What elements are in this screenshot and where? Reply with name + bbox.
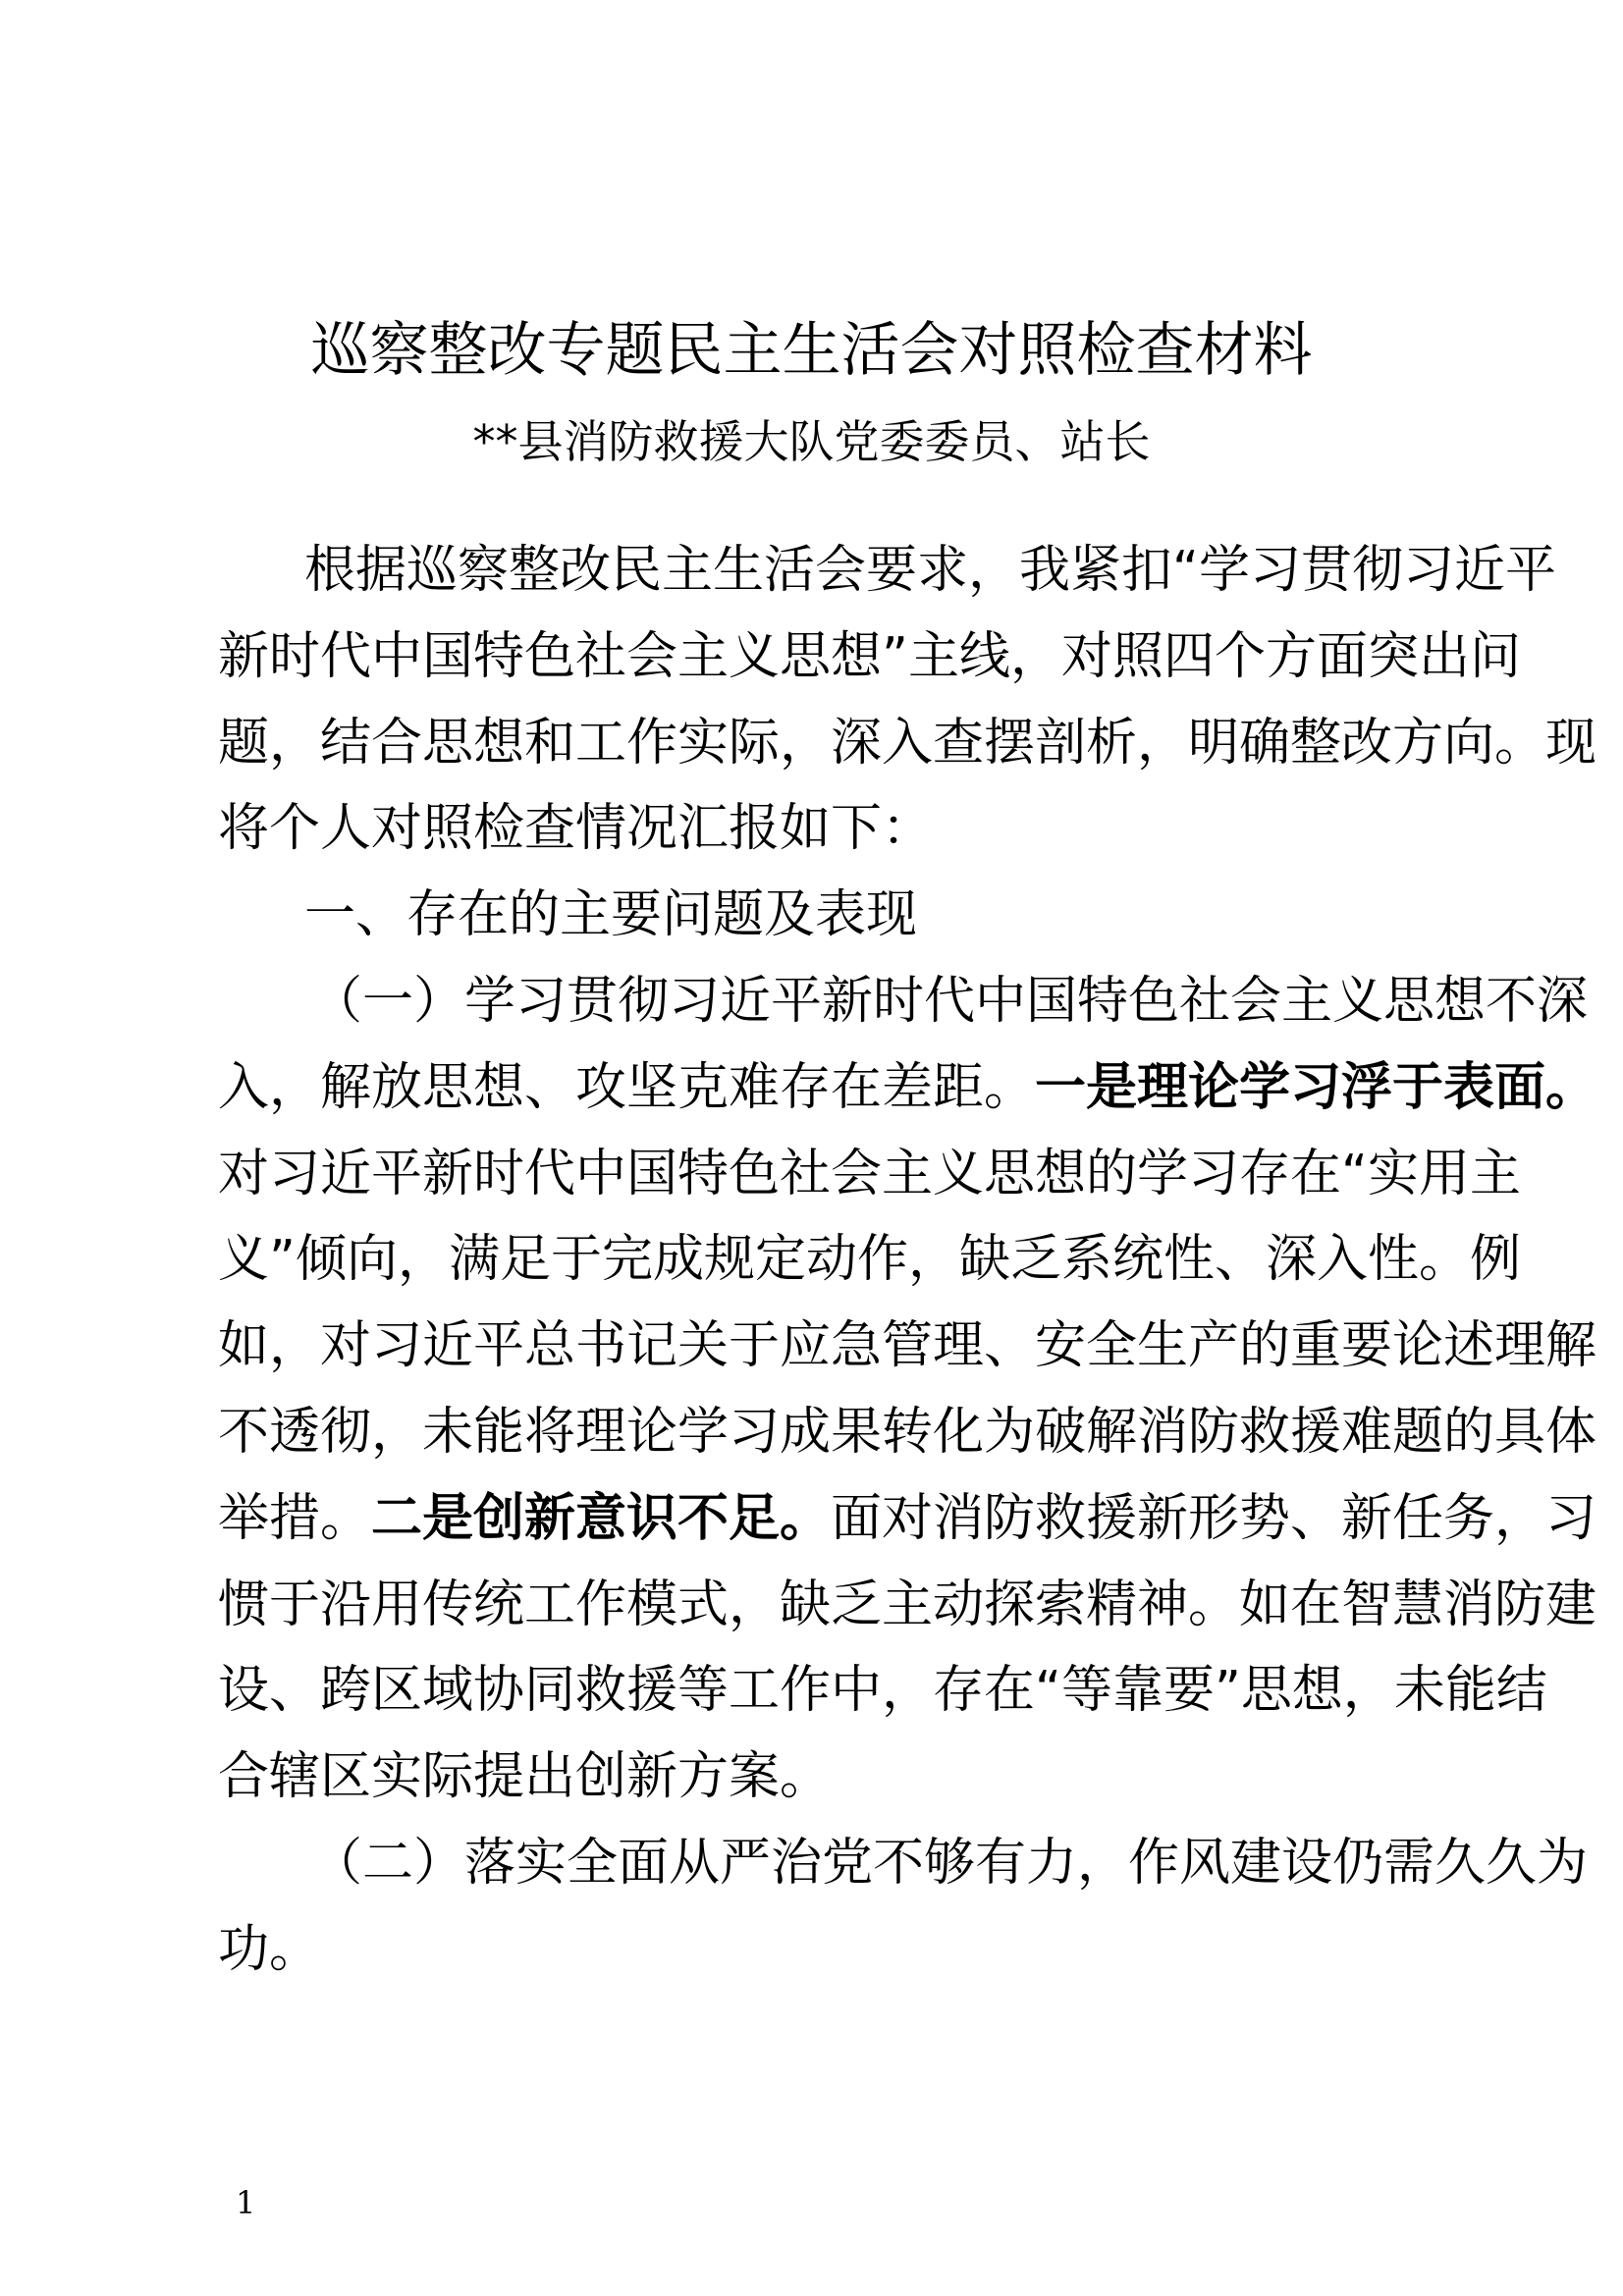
text-line bbox=[218, 614, 1521, 701]
text-line bbox=[218, 1648, 1547, 1735]
text-line bbox=[218, 1045, 1597, 1132]
text-line bbox=[218, 873, 1404, 959]
text-segment: （一）学习贯彻习近平新时代中国特色社会主义思想不深 bbox=[311, 971, 1589, 1031]
text-line bbox=[218, 1735, 1404, 1821]
text-segment: 惯于沿用传统工作模式，缺乏主动探索精神。如在智慧消防建 bbox=[218, 1575, 1597, 1634]
document-subtitle: **县消防救援大队党委委员、站长 bbox=[472, 415, 1151, 468]
text-segment: 一、存在的主要问题及表现 bbox=[304, 885, 918, 945]
bold-text-segment: 一是理论学习浮于表面。 bbox=[1035, 1057, 1597, 1117]
document-body bbox=[218, 528, 1597, 1994]
text-line bbox=[218, 1563, 1597, 1649]
text-segment: 义”倾向，满足于完成规定动作，缺乏系统性、深入性。例 bbox=[218, 1230, 1521, 1290]
text-line bbox=[218, 1390, 1597, 1476]
text-segment: 根据巡察整改民主生活会要求，我紧扣“学习贯彻习近平 bbox=[304, 541, 1556, 600]
text-segment: 面对消防救援新形势、新任务，习 bbox=[831, 1488, 1597, 1548]
text-line bbox=[218, 1907, 1404, 1994]
bold-text-segment: 二是创新意识不足。 bbox=[371, 1488, 832, 1548]
text-line bbox=[218, 701, 1597, 787]
document-title: 巡察整改专题民主生活会对照检查材料 bbox=[310, 316, 1313, 385]
text-line bbox=[218, 1821, 1589, 1907]
text-segment: 入，解放思想、攻坚克难存在差距。 bbox=[218, 1057, 1036, 1117]
text-line bbox=[218, 786, 1404, 873]
text-line bbox=[218, 1304, 1597, 1390]
text-segment: 不透彻，未能将理论学习成果转化为破解消防救援难题的具体 bbox=[218, 1402, 1597, 1462]
text-segment: 对习近平新时代中国特色社会主义思想的学习存在“实用主 bbox=[218, 1144, 1521, 1203]
text-segment: （二）落实全面从严治党不够有力，作风建设仍需久久为 bbox=[311, 1833, 1589, 1893]
text-segment: 将个人对照检查情况汇报如下： bbox=[218, 799, 934, 859]
text-segment: 新时代中国特色社会主义思想”主线，对照四个方面突出问 bbox=[218, 626, 1521, 686]
text-segment: 功。 bbox=[218, 1919, 321, 1979]
text-segment: 举措。 bbox=[218, 1488, 372, 1548]
text-segment: 合辖区实际提出创新方案。 bbox=[218, 1747, 832, 1807]
text-line bbox=[218, 528, 1556, 614]
page-number: 1 bbox=[236, 2184, 256, 2221]
text-line bbox=[218, 1132, 1521, 1218]
text-line bbox=[218, 1476, 1597, 1563]
text-segment: 如，对习近平总书记关于应急管理、安全生产的重要论述理解 bbox=[218, 1316, 1597, 1376]
text-line bbox=[218, 959, 1589, 1045]
text-line bbox=[218, 1217, 1521, 1304]
text-segment: 设、跨区域协同救援等工作中，存在“等靠要”思想，未能结 bbox=[218, 1661, 1547, 1721]
text-segment: 题，结合思想和工作实际，深入查摆剖析，明确整改方向。现 bbox=[218, 713, 1597, 773]
